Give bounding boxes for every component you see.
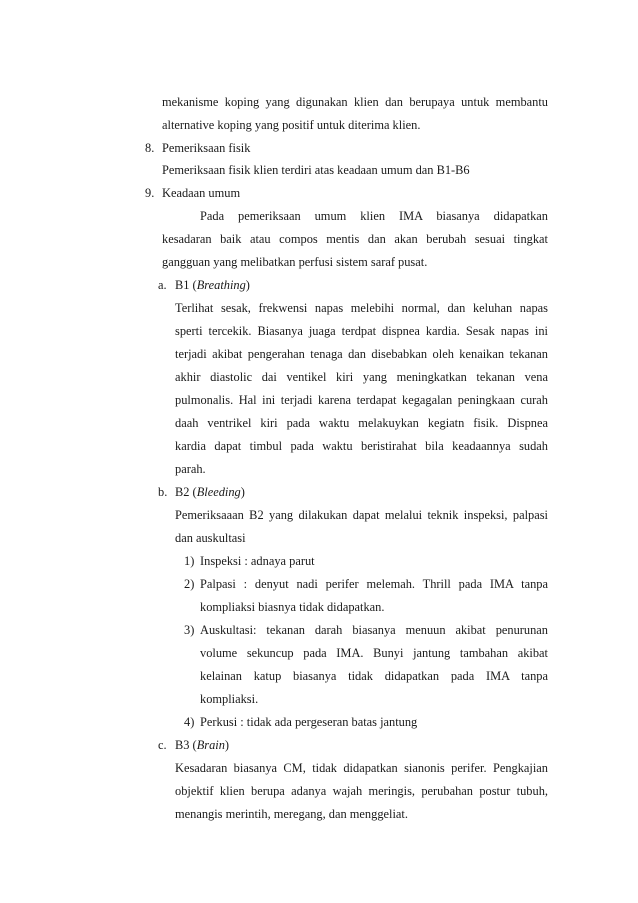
paragraph-line: menangis merintih, meregang, dan menggeliat. [175,807,408,821]
paragraph-line: volume sekuncup pada IMA. Bunyi jantung tambahan akibat [200,646,548,660]
paragraph-line: mekanisme koping yang digunakan klien dan berupaya untuk membantu [162,95,548,109]
paragraph-line: Kesadaran biasanya CM, tidak didapatkan sianonis perifer. Pengkajian [175,761,548,775]
list-letter: a. [158,278,167,292]
paragraph-line: kelainan katup biasanya tidak didapatkan pada IMA tanpa [200,669,548,683]
list-number: 3) [184,623,195,637]
paragraph-line: Palpasi : denyut nadi perifer melemah. Thrill pada IMA tanpa [200,577,548,591]
paragraph-line: dan auskultasi [175,531,246,545]
paragraph-line: daah ventrikel kiri pada waktu melakuykan kegiatn fisik. Dispnea [175,416,548,430]
paragraph-line: pulmonalis. Hal ini terjadi karena terdapat kegagalan peningkaan curah [175,393,548,407]
paragraph-line: Pada pemeriksaan umum klien IMA biasanya didapatkan [200,209,548,223]
paragraph-line: sperti tercekik. Biasanya juaga terdpat dispnea kardia. Sesak napas ini [175,324,548,338]
paragraph-line: Inspeksi : adnaya parut [200,554,315,568]
paragraph-line: alternative koping yang positif untuk diterima klien. [162,118,421,132]
list-letter: c. [158,738,167,752]
paragraph-line: Terlihat sesak, frekwensi napas melebihi normal, dan keluhan napas [175,301,548,315]
paragraph-line: parah. [175,462,206,476]
paragraph-line: Pemeriksaan fisik klien terdiri atas keadaan umum dan B1-B6 [162,163,470,177]
subsection-heading: B2 (Bleeding) [175,485,245,499]
paragraph-line: kompliaksi biasnya tidak didapatkan. [200,600,385,614]
list-number: 8. [145,141,155,155]
paragraph-line: kesadaran baik atau compos mentis dan akan berubah sesuai tingkat [162,232,548,246]
paragraph-line: Auskultasi: tekanan darah biasanya menuun akibat penurunan [200,623,548,637]
section-heading: Keadaan umum [162,186,241,200]
paragraph-line: objektif klien berupa adanya wajah meringis, perubahan postur tubuh, [175,784,548,798]
paragraph-line: Pemeriksaaan B2 yang dilakukan dapat melalui teknik inspeksi, palpasi [175,508,548,522]
subsection-heading: B3 (Brain) [175,738,230,752]
list-number: 9. [145,186,155,200]
list-number: 4) [184,715,195,729]
paragraph-line: kompliaksi. [200,692,259,706]
paragraph-line: Perkusi : tidak ada pergeseran batas jantung [200,715,418,729]
paragraph-line: gangguan yang melibatkan perfusi sistem saraf pusat. [162,255,428,269]
list-number: 2) [184,577,195,591]
subsection-heading: B1 (Breathing) [175,278,250,292]
list-letter: b. [158,485,168,499]
paragraph-line: terjadi akibat pengerahan tenaga dan disebabkan oleh kenaikan tekanan [175,347,548,361]
list-number: 1) [184,554,195,568]
paragraph-line: kardia dapat timbul pada waktu beristirahat bila keadaannya sudah [175,439,548,453]
section-heading: Pemeriksaan fisik [162,141,251,155]
paragraph-line: akhir diastolic dai ventikel kiri yang meningkatkan tekanan vena [175,370,548,384]
